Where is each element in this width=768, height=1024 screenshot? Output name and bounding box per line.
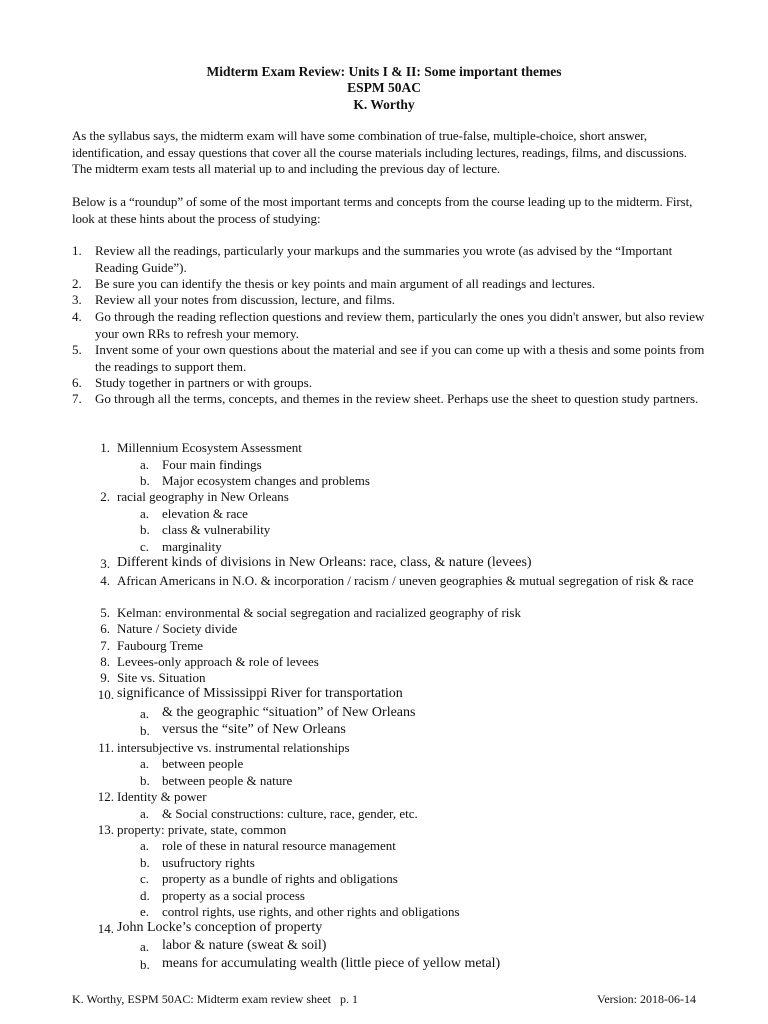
subitem-letter: c. — [140, 539, 150, 554]
review-subitem: Four main findings — [162, 457, 262, 472]
subitem-letter: b. — [140, 957, 150, 972]
item-number: 11. — [98, 740, 114, 755]
review-subitem: marginality — [162, 539, 222, 554]
subitem-letter: a. — [140, 506, 150, 521]
review-subitem: class & vulnerability — [162, 522, 271, 537]
review-subitem: Major ecosystem changes and problems — [162, 473, 370, 488]
hint-number: 3. — [72, 292, 82, 307]
review-item: Millennium Ecosystem Assessment — [117, 440, 302, 455]
author-name: K. Worthy — [353, 97, 415, 112]
subitem-letter: d. — [140, 888, 150, 903]
review-subitem: elevation & race — [162, 506, 248, 521]
item-number: 8. — [100, 654, 110, 669]
subitem-letter: a. — [140, 457, 150, 472]
subitem-letter: b. — [140, 522, 150, 537]
course-code: ESPM 50AC — [347, 80, 421, 95]
review-subitem: versus the “site” of New Orleans — [162, 722, 346, 737]
roundup-paragraph: Below is a “roundup” of some of the most important terms and concepts from the course leading up to the midterm. First, look at these hints about the process of studying: — [72, 194, 693, 226]
hint-number: 4. — [72, 309, 82, 324]
subitem-letter: a. — [140, 756, 150, 771]
subitem-letter: b. — [140, 473, 150, 488]
item-number: 3. — [100, 556, 110, 571]
subitem-letter: a. — [140, 706, 150, 721]
subitem-letter: a. — [140, 939, 150, 954]
hint-text: Be sure you can identify the thesis or key points and main argument of all readings and lectures. — [95, 276, 596, 291]
document-title: Midterm Exam Review: Units I & II: Some important themes — [206, 64, 562, 79]
item-number: 10. — [97, 687, 114, 702]
subitem-letter: b. — [140, 773, 150, 788]
hint-text: Go through the reading reflection questions and review them, particularly the ones you didn't answer, but also review your own RRs to refresh your memory. — [95, 309, 705, 341]
item-number: 13. — [97, 822, 114, 837]
item-number: 4. — [100, 573, 110, 588]
subitem-letter: c. — [140, 871, 150, 886]
review-subitem: labor & nature (sweat & soil) — [162, 938, 327, 953]
review-subitem: means for accumulating wealth (little piece of yellow metal) — [162, 956, 501, 971]
hint-number: 2. — [72, 276, 82, 291]
hint-number: 6. — [72, 375, 82, 390]
review-subitem: & Social constructions: culture, race, gender, etc. — [162, 806, 418, 821]
review-item: African Americans in N.O. & incorporation / racism / uneven geographies & mutual segregation of risk & race — [117, 573, 694, 588]
item-number: 12. — [97, 789, 114, 804]
review-item: Levees-only approach & role of levees — [117, 654, 319, 669]
hint-text: Study together in partners or with groups. — [95, 375, 312, 390]
review-subitem: between people — [162, 756, 244, 771]
item-number: 1. — [100, 440, 110, 455]
review-item: property: private, state, common — [117, 822, 287, 837]
hint-number: 1. — [72, 243, 82, 258]
review-subitem: role of these in natural resource management — [162, 838, 396, 853]
subitem-letter: b. — [140, 855, 150, 870]
hint-number: 7. — [72, 391, 82, 406]
hint-text: Go through all the terms, concepts, and themes in the review sheet. Perhaps use the sheet to question study partners. — [95, 391, 699, 406]
footer-version: Version: 2018-06-14 — [597, 992, 696, 1006]
item-number: 14. — [97, 921, 114, 936]
review-item: racial geography in New Orleans — [117, 489, 289, 504]
review-item: significance of Mississippi River for transportation — [117, 686, 403, 701]
hint-text: Review all your notes from discussion, lecture, and films. — [95, 292, 396, 307]
review-item: John Locke’s conception of property — [117, 920, 323, 935]
hint-text: Review all the readings, particularly your markups and the summaries you wrote (as advised by the “Important Reading Guide”). — [95, 243, 673, 275]
item-number: 7. — [100, 638, 110, 653]
subitem-letter: a. — [140, 838, 150, 853]
review-item: Faubourg Treme — [117, 638, 204, 653]
review-item: Nature / Society divide — [117, 621, 238, 636]
subitem-letter: a. — [140, 806, 150, 821]
footer-left: K. Worthy, ESPM 50AC: Midterm exam review sheet p. 1 — [72, 992, 359, 1006]
item-number: 6. — [100, 621, 110, 636]
review-subitem: usufructory rights — [162, 855, 255, 870]
review-item: intersubjective vs. instrumental relationships — [117, 740, 350, 755]
review-subitem: property as a social process — [162, 888, 305, 903]
subitem-letter: b. — [140, 723, 150, 738]
intro-paragraph: As the syllabus says, the midterm exam will have some combination of true-false, multiple-choice, short answer, identification, and essay questions that cover all the course materials including lectures, readings, films, and discussions. The midterm exam tests all material up to and including the previous day of lecture. — [72, 128, 687, 176]
review-item: Kelman: environmental & social segregation and racialized geography of risk — [117, 605, 521, 620]
hint-text: Invent some of your own questions about the material and see if you can come up with a thesis and some points from the readings to support them. — [95, 342, 705, 374]
hint-number: 5. — [72, 342, 82, 357]
review-item: Site vs. Situation — [117, 670, 206, 685]
review-subitem: & the geographic “situation” of New Orleans — [162, 705, 416, 720]
review-subitem: between people & nature — [162, 773, 293, 788]
review-item: Identity & power — [117, 789, 207, 804]
review-subitem: control rights, use rights, and other rights and obligations — [162, 904, 460, 919]
review-item: Different kinds of divisions in New Orleans: race, class, & nature (levees) — [117, 555, 532, 570]
item-number: 5. — [100, 605, 110, 620]
subitem-letter: e. — [140, 904, 150, 919]
review-subitem: property as a bundle of rights and obligations — [162, 871, 398, 886]
item-number: 9. — [100, 670, 110, 685]
item-number: 2. — [100, 489, 110, 504]
